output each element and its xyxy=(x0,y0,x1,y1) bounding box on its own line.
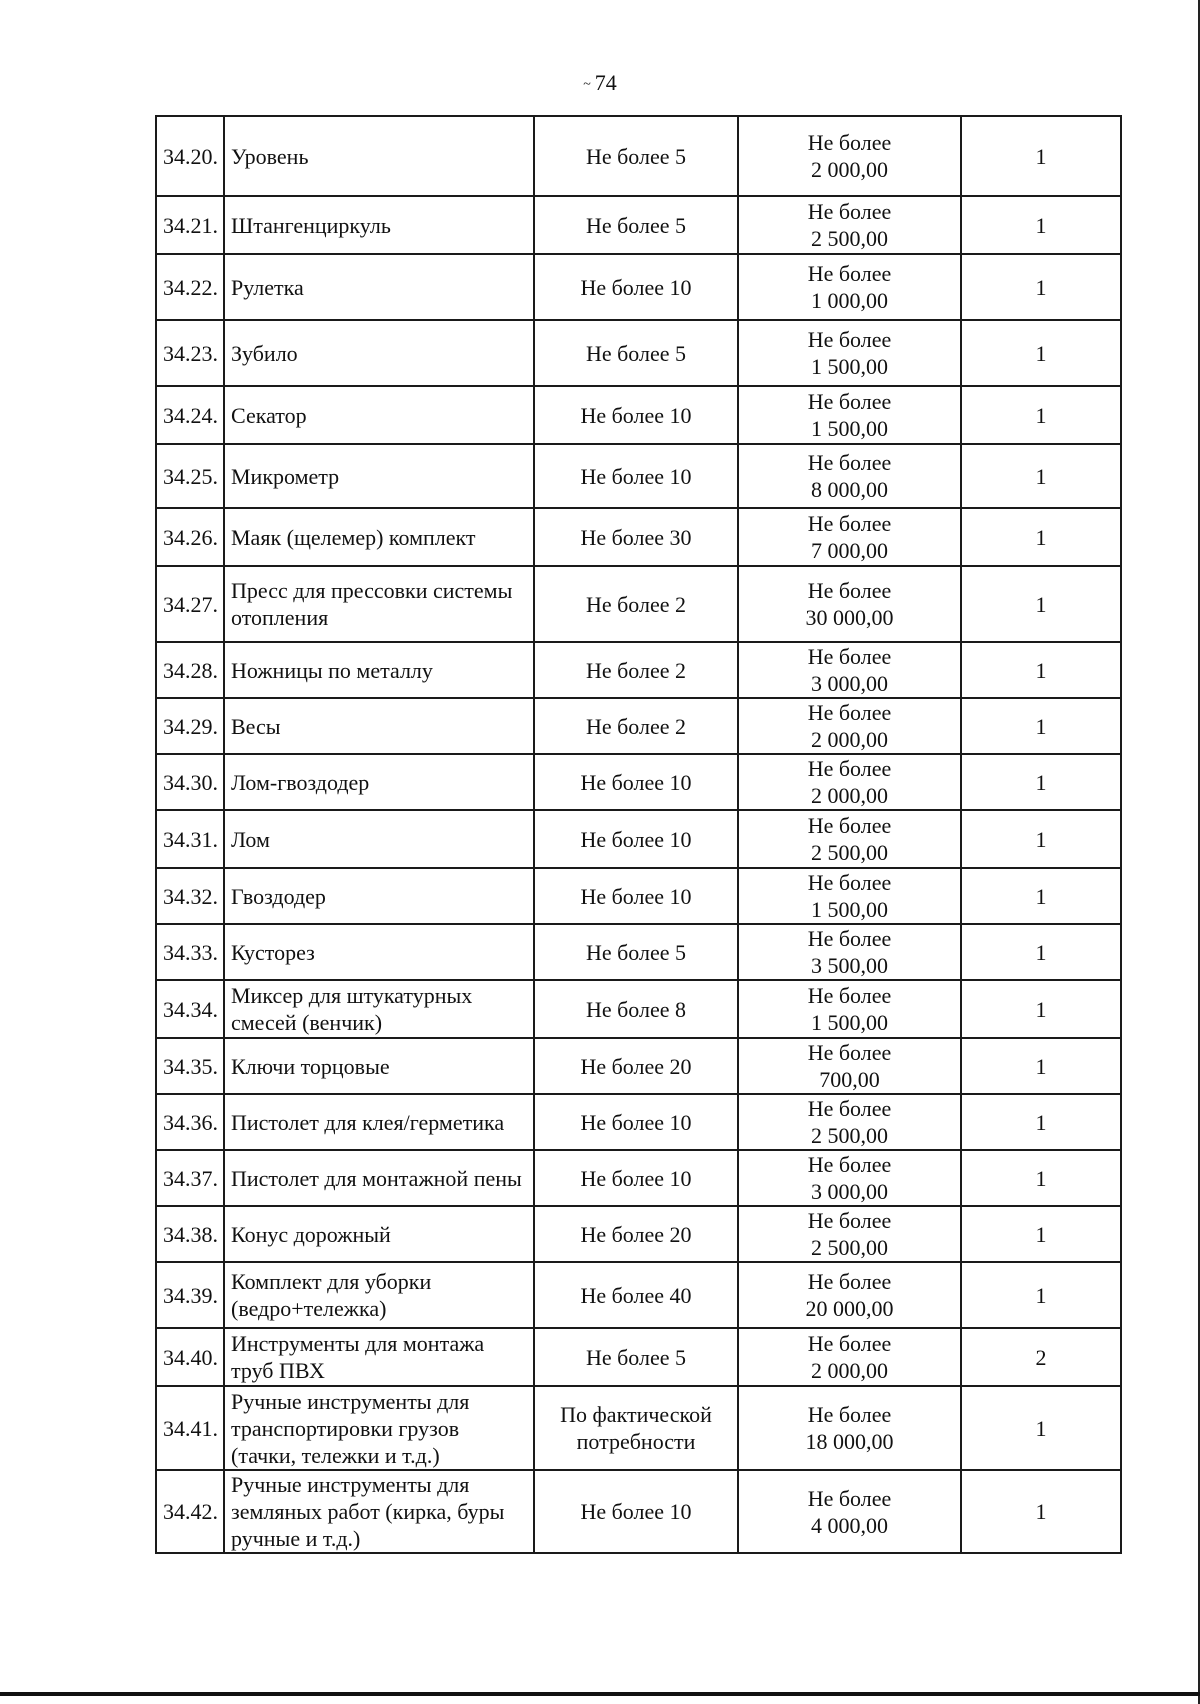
equipment-table xyxy=(155,115,1122,1554)
item-name: Гвоздодер xyxy=(224,868,534,924)
item-service-life: 1 xyxy=(961,116,1121,196)
item-service-life: 1 xyxy=(961,1038,1121,1094)
item-price xyxy=(738,254,961,320)
item-quantity: Не более 10 xyxy=(534,754,738,810)
price-prefix: Не более xyxy=(807,327,892,352)
item-service-life: 1 xyxy=(961,754,1121,810)
item-service-life: 1 xyxy=(961,698,1121,754)
item-quantity: Не более 5 xyxy=(534,196,738,254)
item-price xyxy=(738,508,961,566)
price-prefix: Не более xyxy=(807,1096,892,1121)
table-row xyxy=(156,924,1121,980)
price-prefix: Не более xyxy=(807,261,892,286)
price-prefix: Не более xyxy=(807,1269,892,1294)
item-quantity: Не более 5 xyxy=(534,116,738,196)
price-prefix: Не более xyxy=(807,1152,892,1177)
price-value: 4 000,00 xyxy=(811,1512,888,1538)
item-price xyxy=(738,1470,961,1553)
price-prefix: Не более xyxy=(807,450,892,475)
bottom-scan-bar xyxy=(0,1692,1200,1696)
table-row xyxy=(156,320,1121,386)
price-prefix: Не более xyxy=(807,926,892,951)
row-number: 34.39. xyxy=(156,1262,224,1328)
table-row xyxy=(156,1094,1121,1150)
price-value: 2 500,00 xyxy=(811,840,888,865)
table-row xyxy=(156,868,1121,924)
row-number: 34.40. xyxy=(156,1328,224,1386)
item-price xyxy=(738,444,961,508)
item-price xyxy=(738,810,961,868)
price-prefix: Не более xyxy=(807,813,892,838)
table-row xyxy=(156,386,1121,444)
item-name: Ключи торцовые xyxy=(224,1038,534,1094)
item-name: Пистолет для клея/герметика xyxy=(224,1094,534,1150)
price-prefix: Не более xyxy=(807,1331,892,1356)
table-row xyxy=(156,1470,1121,1553)
table-row xyxy=(156,508,1121,566)
price-value: 1 500,00 xyxy=(811,416,888,441)
price-prefix: Не более xyxy=(807,1040,892,1065)
price-value: 1 500,00 xyxy=(811,354,888,379)
item-name: Ножницы по металлу xyxy=(224,642,534,698)
price-prefix: Не более xyxy=(807,578,892,603)
item-name: Рулетка xyxy=(224,254,534,320)
table-row xyxy=(156,980,1121,1038)
row-number: 34.22. xyxy=(156,254,224,320)
item-name: Лом-гвоздодер xyxy=(224,754,534,810)
item-service-life: 2 xyxy=(961,1328,1121,1386)
item-name: Весы xyxy=(224,698,534,754)
table-row xyxy=(156,754,1121,810)
item-name: Маяк (щелемер) комплект xyxy=(224,508,534,566)
item-price xyxy=(738,116,961,196)
row-number: 34.25. xyxy=(156,444,224,508)
price-value: 3 000,00 xyxy=(811,1179,888,1204)
price-prefix: Не более xyxy=(807,199,892,224)
row-number: 34.21. xyxy=(156,196,224,254)
price-value: 2 000,00 xyxy=(811,727,888,752)
item-name: Ручные инструменты для земляных работ (кирка, буры ручные и т.д.) xyxy=(224,1470,534,1553)
item-quantity: Не более 2 xyxy=(534,698,738,754)
price-prefix: Не более xyxy=(807,700,892,725)
item-service-life: 1 xyxy=(961,868,1121,924)
item-quantity: Не более 10 xyxy=(534,810,738,868)
price-value: 30 000,00 xyxy=(805,605,894,630)
row-number: 34.30. xyxy=(156,754,224,810)
price-value: 2 000,00 xyxy=(811,1358,888,1383)
page-number-text: 74 xyxy=(594,70,617,95)
item-quantity: Не более 5 xyxy=(534,924,738,980)
item-service-life: 1 xyxy=(961,386,1121,444)
item-price xyxy=(738,386,961,444)
item-service-life: 1 xyxy=(961,254,1121,320)
row-number: 34.42. xyxy=(156,1470,224,1553)
row-number: 34.20. xyxy=(156,116,224,196)
row-number: 34.24. xyxy=(156,386,224,444)
row-number: 34.34. xyxy=(156,980,224,1038)
item-price xyxy=(738,1094,961,1150)
item-service-life: 1 xyxy=(961,980,1121,1038)
price-value: 1 000,00 xyxy=(811,288,888,313)
item-service-life: 1 xyxy=(961,1094,1121,1150)
item-name: Миксер для штукатурных смесей (венчик) xyxy=(224,980,534,1038)
row-number: 34.28. xyxy=(156,642,224,698)
table-row xyxy=(156,196,1121,254)
item-service-life: 1 xyxy=(961,1206,1121,1262)
table-row xyxy=(156,1150,1121,1206)
item-service-life: 1 xyxy=(961,1470,1121,1553)
table-body xyxy=(156,116,1121,1553)
item-price xyxy=(738,566,961,642)
row-number: 34.32. xyxy=(156,868,224,924)
item-name: Лом xyxy=(224,810,534,868)
item-name: Пистолет для монтажной пены xyxy=(224,1150,534,1206)
ink-mark: ~ xyxy=(583,76,591,92)
item-name: Штангенциркуль xyxy=(224,196,534,254)
price-prefix: Не более xyxy=(807,130,892,155)
item-name: Уровень xyxy=(224,116,534,196)
item-quantity: Не более 30 xyxy=(534,508,738,566)
item-price xyxy=(738,1262,961,1328)
item-price xyxy=(738,698,961,754)
price-value: 3 500,00 xyxy=(811,953,888,978)
item-quantity: Не более 10 xyxy=(534,254,738,320)
item-service-life: 1 xyxy=(961,810,1121,868)
price-prefix: Не более xyxy=(807,1208,892,1233)
item-name: Пресс для прессовки системы отопления xyxy=(224,566,534,642)
item-name: Инструменты для монтажа труб ПВХ xyxy=(224,1328,534,1386)
row-number: 34.33. xyxy=(156,924,224,980)
row-number: 34.37. xyxy=(156,1150,224,1206)
table-row xyxy=(156,1038,1121,1094)
item-quantity: Не более 10 xyxy=(534,386,738,444)
item-price xyxy=(738,754,961,810)
price-value: 1 500,00 xyxy=(811,1010,888,1035)
price-prefix: Не более xyxy=(807,756,892,781)
row-number: 34.29. xyxy=(156,698,224,754)
item-name: Комплект для уборки (ведро+тележка) xyxy=(224,1262,534,1328)
row-number: 34.36. xyxy=(156,1094,224,1150)
item-quantity: Не более 10 xyxy=(534,1470,738,1553)
item-service-life: 1 xyxy=(961,642,1121,698)
item-name: Зубило xyxy=(224,320,534,386)
item-price xyxy=(738,1328,961,1386)
item-price xyxy=(738,1038,961,1094)
price-value: 1 500,00 xyxy=(811,897,888,922)
item-quantity: Не более 10 xyxy=(534,868,738,924)
item-price xyxy=(738,642,961,698)
price-prefix: Не более xyxy=(807,1485,892,1511)
item-quantity: Не более 40 xyxy=(534,1262,738,1328)
item-service-life: 1 xyxy=(961,196,1121,254)
page-number xyxy=(0,70,1200,96)
item-service-life: 1 xyxy=(961,320,1121,386)
item-service-life: 1 xyxy=(961,566,1121,642)
price-value: 18 000,00 xyxy=(805,1429,894,1454)
table-row xyxy=(156,116,1121,196)
price-value: 20 000,00 xyxy=(805,1296,894,1321)
item-quantity: Не более 10 xyxy=(534,1094,738,1150)
table-row xyxy=(156,1262,1121,1328)
table-row xyxy=(156,1328,1121,1386)
item-service-life: 1 xyxy=(961,1262,1121,1328)
item-price xyxy=(738,196,961,254)
price-prefix: Не более xyxy=(807,511,892,536)
item-service-life: 1 xyxy=(961,508,1121,566)
row-number: 34.26. xyxy=(156,508,224,566)
item-quantity: Не более 2 xyxy=(534,566,738,642)
item-quantity: Не более 5 xyxy=(534,1328,738,1386)
item-service-life: 1 xyxy=(961,1150,1121,1206)
item-quantity: Не более 20 xyxy=(534,1206,738,1262)
price-value: 2 500,00 xyxy=(811,1123,888,1148)
item-service-life: 1 xyxy=(961,924,1121,980)
row-number: 34.41. xyxy=(156,1386,224,1470)
table-row xyxy=(156,1206,1121,1262)
item-service-life: 1 xyxy=(961,444,1121,508)
price-value: 700,00 xyxy=(819,1067,880,1092)
price-prefix: Не более xyxy=(807,1402,892,1427)
table-row xyxy=(156,698,1121,754)
item-name: Секатор xyxy=(224,386,534,444)
table-row xyxy=(156,566,1121,642)
price-value: 2 500,00 xyxy=(811,226,888,251)
row-number: 34.23. xyxy=(156,320,224,386)
row-number: 34.27. xyxy=(156,566,224,642)
price-value: 8 000,00 xyxy=(811,477,888,502)
item-quantity: Не более 10 xyxy=(534,1150,738,1206)
item-price xyxy=(738,980,961,1038)
price-value: 2 000,00 xyxy=(811,783,888,808)
price-value: 2 000,00 xyxy=(811,157,888,182)
item-quantity: Не более 2 xyxy=(534,642,738,698)
table-row xyxy=(156,810,1121,868)
price-prefix: Не более xyxy=(807,870,892,895)
price-value: 3 000,00 xyxy=(811,671,888,696)
item-name: Конус дорожный xyxy=(224,1206,534,1262)
item-name: Кусторез xyxy=(224,924,534,980)
item-price xyxy=(738,868,961,924)
item-price xyxy=(738,1150,961,1206)
item-price xyxy=(738,1206,961,1262)
item-price xyxy=(738,1386,961,1470)
item-name: Микрометр xyxy=(224,444,534,508)
price-prefix: Не более xyxy=(807,983,892,1008)
table-row xyxy=(156,444,1121,508)
item-service-life: 1 xyxy=(961,1386,1121,1470)
item-quantity: Не более 5 xyxy=(534,320,738,386)
item-price xyxy=(738,924,961,980)
price-value: 7 000,00 xyxy=(811,538,888,563)
price-prefix: Не более xyxy=(807,389,892,414)
row-number: 34.38. xyxy=(156,1206,224,1262)
item-quantity: Не более 8 xyxy=(534,980,738,1038)
row-number: 34.35. xyxy=(156,1038,224,1094)
row-number: 34.31. xyxy=(156,810,224,868)
price-prefix: Не более xyxy=(807,644,892,669)
item-name: Ручные инструменты для транспортировки грузов (тачки, тележки и т.д.) xyxy=(224,1386,534,1470)
table-row xyxy=(156,642,1121,698)
price-value: 2 500,00 xyxy=(811,1235,888,1260)
item-quantity: По фактической потребности xyxy=(534,1386,738,1470)
table-row xyxy=(156,1386,1121,1470)
item-quantity: Не более 10 xyxy=(534,444,738,508)
table-row xyxy=(156,254,1121,320)
item-price xyxy=(738,320,961,386)
item-quantity: Не более 20 xyxy=(534,1038,738,1094)
